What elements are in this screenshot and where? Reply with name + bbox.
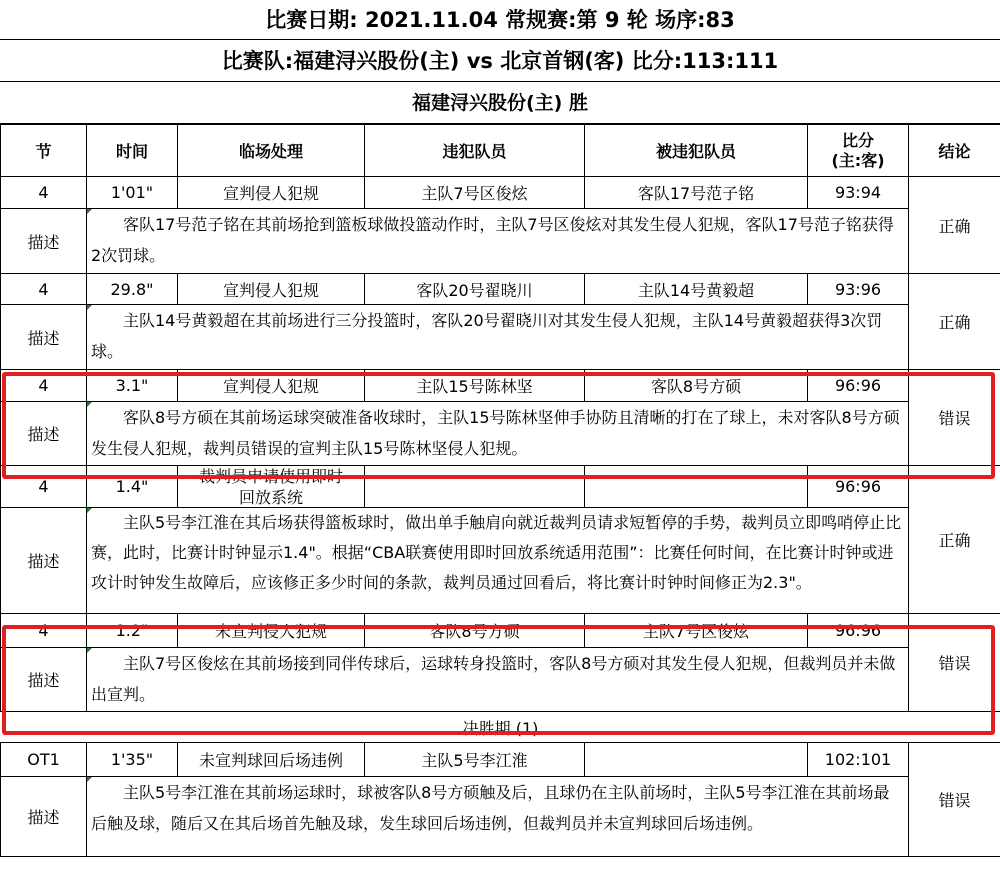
- table-row: [1, 274, 1000, 305]
- description-text: 主队5号李江淮在其后场获得篮板球时，做出单手触肩向就近裁判员请求短暂停的手势，裁判员立即鸣哨停止比赛，此时，比赛计时钟显示1.4"。根据“CBA联赛使用即时回放系统适用范围”：比赛任何时间，在比赛计时钟或进攻计时钟发生故障后，应该修正多少时间的条款，裁判员通过回看后，将比赛计时钟时间修正为2.3"。: [91, 513, 902, 592]
- description-cell: [87, 648, 909, 712]
- offender-cell: 主队15号陈林坚: [365, 370, 585, 402]
- victim-cell: 客队8号方硕: [585, 370, 808, 402]
- victim-cell: [585, 743, 808, 777]
- overtime-section-title: 决胜期 (1): [1, 712, 1000, 743]
- description-row: [1, 402, 1000, 466]
- desc-label: 描述: [1, 305, 87, 370]
- victim-cell: [585, 466, 808, 508]
- table-row: [1, 466, 1000, 508]
- description-cell: [87, 402, 909, 466]
- table-row: [1, 743, 1000, 777]
- time-cell: 1.2": [87, 614, 178, 648]
- victim-cell: 客队17号范子铭: [585, 177, 808, 209]
- score-cell: 96:96: [808, 614, 909, 648]
- description-row: [1, 648, 1000, 712]
- period-cell: OT1: [1, 743, 87, 777]
- call-cell: 宣判侵人犯规: [178, 177, 365, 209]
- conclusion-cell: 正确: [909, 466, 1000, 614]
- conclusion-cell: 正确: [909, 177, 1000, 274]
- period-cell: 4: [1, 370, 87, 402]
- offender-cell: 主队7号区俊炫: [365, 177, 585, 209]
- description-row: [1, 777, 1000, 857]
- description-text: 主队14号黄毅超在其前场进行三分投篮时，客队20号翟晓川对其发生侵人犯规，主队14号黄毅超获得3次罚球。: [91, 311, 883, 361]
- victim-cell: 主队14号黄毅超: [585, 274, 808, 305]
- score-cell: 93:94: [808, 177, 909, 209]
- offender-cell: 客队20号翟晓川: [365, 274, 585, 305]
- score-cell: 96:96: [808, 466, 909, 508]
- offender-cell: [365, 466, 585, 508]
- period-cell: 4: [1, 274, 87, 305]
- call-cell-text: 裁判员申请使用即时回放系统: [198, 467, 343, 506]
- description-text: 主队5号李江淮在其前场运球时，球被客队8号方硕触及后，且球仍在主队前场时，主队5号李江淮在其前场最后触及球，随后又在其后场首先触及球，发生球回后场违例，但裁判员并未宣判球回后场违例。: [91, 783, 890, 833]
- description-cell: [87, 777, 909, 857]
- victim-cell: 主队7号区俊炫: [585, 614, 808, 648]
- desc-label: 描述: [1, 777, 87, 857]
- table-row: [1, 614, 1000, 648]
- col-score-header: [808, 125, 909, 177]
- period-cell: 4: [1, 466, 87, 508]
- time-cell: 1'01": [87, 177, 178, 209]
- table-row: [1, 370, 1000, 402]
- call-cell: 宣判侵人犯规: [178, 274, 365, 305]
- call-cell: 宣判侵人犯规: [178, 370, 365, 402]
- conclusion-cell: 错误: [909, 743, 1000, 857]
- description-cell: [87, 305, 909, 370]
- desc-label: 描述: [1, 209, 87, 274]
- col-offender-header: 违犯队员: [365, 125, 585, 177]
- winner-header: 福建浔兴股份(主) 胜: [0, 82, 1000, 124]
- score-header-line2: (主:客): [831, 150, 885, 170]
- conclusion-cell: 正确: [909, 274, 1000, 370]
- description-cell: [87, 508, 909, 614]
- score-header-line1: 比分: [841, 130, 874, 150]
- call-cell: 未宣判球回后场违例: [178, 743, 365, 777]
- col-conclusion-header: 结论: [909, 125, 1000, 177]
- description-text: 客队17号范子铭在其前场抢到篮板球做投篮动作时，主队7号区俊炫对其发生侵人犯规，客队17号范子铭获得2次罚球。: [91, 215, 894, 265]
- score-cell: 93:96: [808, 274, 909, 305]
- score-cell: 102:101: [808, 743, 909, 777]
- review-table: [0, 124, 1000, 857]
- period-cell: 4: [1, 614, 87, 648]
- table-row: [1, 177, 1000, 209]
- time-cell: 1.4": [87, 466, 178, 508]
- col-victim-header: 被违犯队员: [585, 125, 808, 177]
- offender-cell: 客队8号方硕: [365, 614, 585, 648]
- desc-label: 描述: [1, 648, 87, 712]
- description-row: [1, 508, 1000, 614]
- description-row: [1, 305, 1000, 370]
- desc-label: 描述: [1, 402, 87, 466]
- score-cell: 96:96: [808, 370, 909, 402]
- teams-score-header: 比赛队:福建浔兴股份(主) vs 北京首钢(客) 比分:113:111: [0, 40, 1000, 82]
- table-header-row: [1, 125, 1000, 177]
- match-date-header: 比赛日期: 2021.11.04 常规赛:第 9 轮 场序:83: [0, 0, 1000, 40]
- conclusion-cell: 错误: [909, 370, 1000, 466]
- col-period-header: 节: [1, 125, 87, 177]
- time-cell: 1'35": [87, 743, 178, 777]
- col-time-header: 时间: [87, 125, 178, 177]
- time-cell: 29.8": [87, 274, 178, 305]
- section-row: [1, 712, 1000, 743]
- period-cell: 4: [1, 177, 87, 209]
- col-call-header: 临场处理: [178, 125, 365, 177]
- description-row: [1, 209, 1000, 274]
- call-cell: [178, 466, 365, 508]
- desc-label: 描述: [1, 508, 87, 614]
- description-cell: [87, 209, 909, 274]
- description-text: 主队7号区俊炫在其前场接到同伴传球后，运球转身投篮时，客队8号方硕对其发生侵人犯规，但裁判员并未做出宣判。: [91, 654, 896, 704]
- offender-cell: 主队5号李江淮: [365, 743, 585, 777]
- conclusion-cell: 错误: [909, 614, 1000, 712]
- time-cell: 3.1": [87, 370, 178, 402]
- call-cell: 未宣判侵人犯规: [178, 614, 365, 648]
- description-text: 客队8号方硕在其前场运球突破准备收球时，主队15号陈林坚伸手协防且清晰的打在了球上，未对客队8号方硕发生侵人犯规，裁判员错误的宣判主队15号陈林坚侵人犯规。: [91, 408, 900, 458]
